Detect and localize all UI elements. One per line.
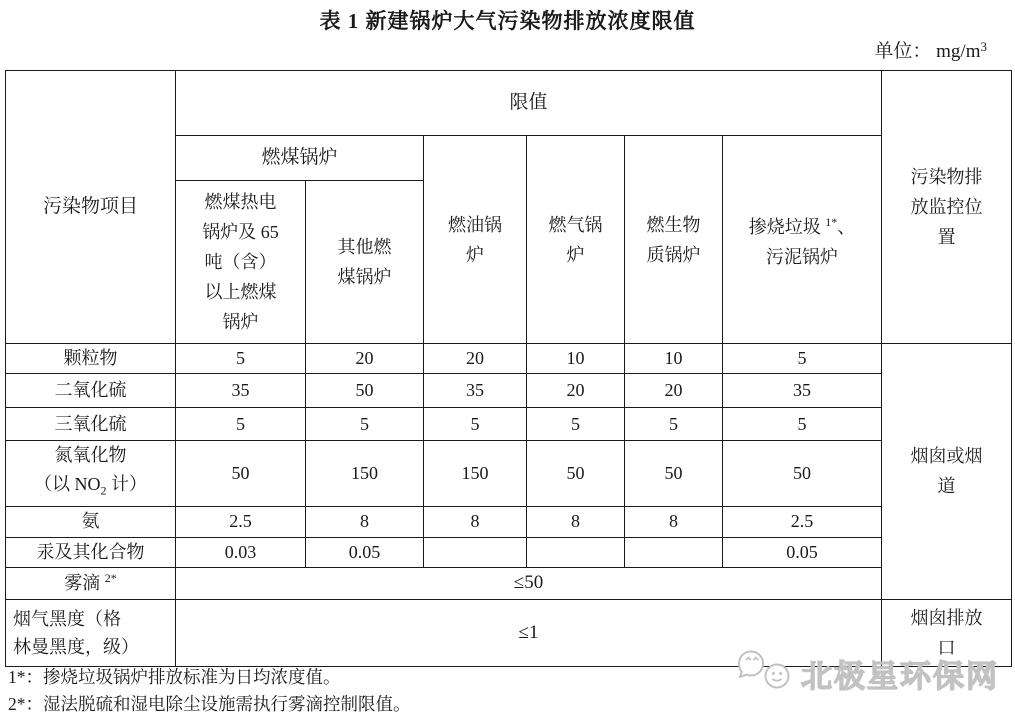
oil-boiler-line: 燃油锅 — [448, 214, 502, 235]
header-biomass-boiler — [625, 136, 723, 344]
unit-exponent: 3 — [980, 39, 987, 54]
footnotes — [8, 664, 411, 718]
blackness-label-line: 烟气黑度（格 — [13, 608, 121, 629]
monitor-position-line: 污染物排 — [910, 167, 983, 187]
header-row-limit — [6, 71, 1012, 136]
row-label: 三氧化硫 — [6, 408, 176, 441]
biomass-boiler-line: 质锅炉 — [646, 244, 701, 265]
table-row-ammonia — [6, 506, 1012, 537]
table-cell: 35 — [176, 374, 306, 408]
stack-flue-line: 道 — [937, 476, 956, 497]
table-row-so3 — [6, 408, 1012, 441]
table-row-mercury — [6, 537, 1012, 567]
stack-flue-line: 烟囱或烟 — [910, 446, 983, 467]
table-cell: 2.5 — [176, 506, 306, 537]
table-cell: 5 — [723, 408, 882, 441]
row-label — [6, 599, 176, 666]
table-cell: 8 — [306, 506, 424, 537]
table-cell: 0.03 — [176, 537, 306, 567]
monitor-stack-or-flue — [882, 344, 1012, 600]
table-cell — [625, 537, 723, 567]
table-cell: 8 — [527, 506, 625, 537]
table-row-droplets — [6, 567, 1012, 599]
table-cell: 150 — [424, 441, 527, 507]
coal-thermal-line: 以上燃煤 — [204, 282, 277, 302]
table-cell: 10 — [527, 344, 625, 374]
nox-label-line: （以 $NO_2$ 计） — [34, 474, 147, 498]
coal-thermal-line: 锅炉及 65 — [202, 222, 279, 242]
coal-other-line: 煤锅炉 — [337, 267, 392, 287]
table-cell: 20 — [625, 374, 723, 408]
table-cell: 10 — [625, 344, 723, 374]
site-watermark — [737, 648, 999, 699]
row-label: 汞及其化合物 — [6, 537, 176, 567]
emission-limits-table — [5, 70, 1012, 667]
coal-thermal-line: 锅炉 — [222, 312, 259, 332]
table-row-nox — [6, 441, 1012, 507]
footnote-ref-2: 2* — [104, 571, 117, 586]
header-oil-boiler — [424, 136, 527, 344]
table-cell: 50 — [723, 441, 882, 507]
blackness-label-line: 林曼黑度，级） — [13, 636, 139, 657]
table-cell: 5 — [723, 344, 882, 374]
table-cell: 8 — [424, 506, 527, 537]
table-cell: 2.5 — [723, 506, 882, 537]
header-monitor-position — [882, 71, 1012, 344]
footnote-2: 2*：湿法脱硫和湿电除尘设施需执行雾滴控制限值。 — [8, 694, 411, 714]
gas-boiler-line: 燃气锅 — [548, 214, 603, 235]
table-cell: 50 — [527, 441, 625, 507]
stack-outlet-line: 烟囱排放 — [910, 607, 983, 628]
table-cell: 0.05 — [306, 537, 424, 567]
row-label — [6, 441, 176, 507]
table-cell: 20 — [306, 344, 424, 374]
table-cell — [527, 537, 625, 567]
merged-value-blackness: ≤1 — [176, 599, 882, 666]
monitor-position-line: 置 — [937, 227, 956, 247]
header-coal-other-boiler — [306, 181, 424, 344]
table-cell: 5 — [306, 408, 424, 441]
footnote-1: 1*：掺烧垃圾锅炉排放标准为日均浓度值。 — [8, 667, 341, 687]
nox-label-line: 氮氧化物 — [54, 445, 127, 465]
table-cell: 5 — [176, 408, 306, 441]
table-cell: 5 — [424, 408, 527, 441]
header-coal-boiler-group: 燃煤锅炉 — [176, 136, 424, 181]
row-label: 二氧化硫 — [6, 374, 176, 408]
chat-bubbles-icon — [737, 648, 795, 699]
header-waste-sludge-boiler — [723, 136, 882, 344]
table-cell: 8 — [625, 506, 723, 537]
unit-text: 单位： mg/m — [874, 41, 981, 62]
waste-sludge-line: 污泥锅炉 — [766, 247, 838, 267]
no2-subscript: 2 — [100, 483, 107, 498]
header-gas-boiler — [527, 136, 625, 344]
watermark-text: 北极星环保网 — [801, 659, 999, 694]
row-label: 雾滴 $^{2*}$ — [6, 567, 176, 599]
page-title: 表 1 新建锅炉大气污染物排放浓度限值 — [319, 9, 696, 33]
gas-boiler-line: 炉 — [566, 244, 585, 265]
table-cell: 50 — [306, 374, 424, 408]
monitor-position-line: 放监控位 — [910, 197, 983, 217]
table-cell: 150 — [306, 441, 424, 507]
table-row-particulate — [6, 344, 1012, 374]
header-coal-thermal-boiler — [176, 181, 306, 344]
header-pollutant-item: 污染物项目 — [6, 71, 176, 344]
table-cell: 5 — [176, 344, 306, 374]
row-label: 氨 — [6, 506, 176, 537]
table-cell: 50 — [176, 441, 306, 507]
table-cell: 5 — [527, 408, 625, 441]
coal-thermal-line: 燃煤热电 — [204, 192, 277, 212]
table-cell: 50 — [625, 441, 723, 507]
footnote-ref-1: 1* — [825, 215, 838, 229]
table-cell: 0.05 — [723, 537, 882, 567]
merged-value-droplets: ≤50 — [176, 567, 882, 599]
table-cell: 20 — [424, 344, 527, 374]
table-cell: 35 — [424, 374, 527, 408]
header-limit: 限值 — [176, 71, 882, 136]
table-cell — [424, 537, 527, 567]
table-row-so2 — [6, 374, 1012, 408]
unit-label — [874, 36, 987, 63]
coal-other-line: 其他燃 — [337, 237, 392, 257]
table-cell: 20 — [527, 374, 625, 408]
waste-sludge-line: 掺烧垃圾 $^{1*}$、 — [748, 215, 856, 237]
table-cell: 35 — [723, 374, 882, 408]
biomass-boiler-line: 燃生物 — [646, 214, 701, 235]
table-cell: 5 — [625, 408, 723, 441]
coal-thermal-line: 吨（含） — [204, 252, 277, 272]
row-label: 颗粒物 — [6, 344, 176, 374]
stack-outlet-line: 口 — [937, 637, 956, 658]
oil-boiler-line: 炉 — [466, 244, 484, 265]
